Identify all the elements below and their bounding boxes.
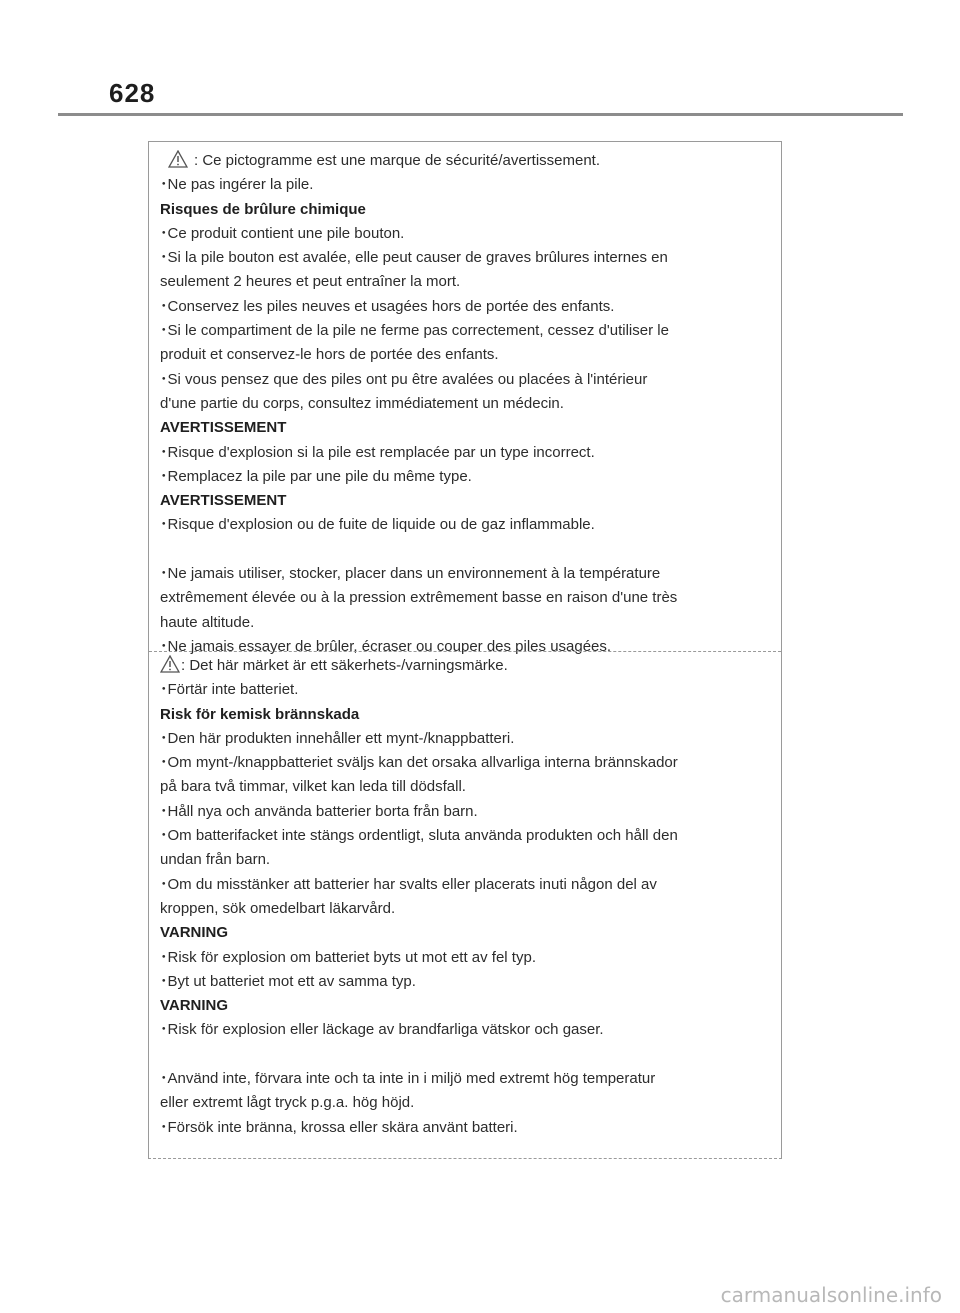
french-text-line: ･Si la pile bouton est avalée, elle peut causer de graves brûlures internes en — [160, 249, 668, 267]
swedish-section — [160, 654, 770, 1140]
swedish-text-line: ･Om mynt-/knappbatteriet sväljs kan det orsaka allvarliga interna brännskador — [160, 754, 678, 772]
swedish-text-line: ･Risk för explosion om batteriet byts ut mot ett av fel typ. — [160, 948, 536, 966]
swedish-heading: VARNING — [160, 997, 229, 1015]
french-text-line: d'une partie du corps, consultez immédiatement un médecin. — [160, 394, 564, 412]
swedish-text-line: ･Byt ut batteriet mot ett av samma typ. — [160, 972, 416, 990]
french-text-line: ･Risque d'explosion ou de fuite de liquide ou de gaz inflammable. — [160, 516, 595, 534]
french-section — [160, 149, 770, 659]
header-rule — [58, 113, 903, 116]
page-number: 628 — [109, 78, 156, 108]
swedish-text-line: ･Försök inte bränna, krossa eller skära använt batteri. — [160, 1118, 518, 1136]
swedish-text-line: ･Använd inte, förvara inte och ta inte in i miljö med extremt hög temperatur — [160, 1070, 656, 1088]
swedish-heading: VARNING — [160, 924, 229, 942]
watermark: carmanualsonline.info — [720, 1283, 942, 1307]
swedish-text-line: ･Den här produkten innehåller ett mynt-/knappbatteri. — [160, 729, 515, 747]
french-text-line: extrêmement élevée ou à la pression extrêmement basse en raison d'une très — [160, 589, 678, 607]
swedish-text-line: ･Förtär inte batteriet. — [160, 681, 299, 699]
french-text-line: ･Ce produit contient une pile bouton. — [160, 224, 405, 242]
french-text-line: ･Remplacez la pile par une pile du même type. — [160, 467, 472, 485]
french-text-line: seulement 2 heures et peut entraîner la mort. — [160, 273, 461, 291]
french-text-line: haute altitude. — [160, 613, 255, 631]
swedish-text-line: ･Risk för explosion eller läckage av brandfarliga vätskor och gaser. — [160, 1021, 604, 1039]
french-lines — [160, 173, 770, 659]
swedish-heading: Risk för kemisk brännskada — [160, 705, 360, 723]
swedish-text-line: ･Om du misstänker att batterier har svalts eller placerats inuti någon del av — [160, 875, 657, 893]
swedish-intro-line — [160, 654, 770, 678]
section-divider — [149, 651, 781, 652]
french-intro-text: : Ce pictogramme est une marque de sécurité/avertissement. — [194, 152, 601, 169]
swedish-text-line: ･Om batterifacket inte stängs ordentligt, sluta använda produkten och håll den — [160, 827, 678, 845]
swedish-text-line: eller extremt lågt tryck p.g.a. hög höjd. — [160, 1094, 415, 1112]
swedish-intro-text: : Det här märket är ett säkerhets-/varningsmärke. — [181, 657, 508, 674]
french-heading: Risques de brûlure chimique — [160, 200, 366, 218]
swedish-text-line: ･Håll nya och använda batterier borta från barn. — [160, 802, 478, 820]
french-heading: AVERTISSEMENT — [160, 492, 287, 510]
swedish-lines — [160, 678, 770, 1140]
french-intro-line — [160, 149, 770, 173]
swedish-text-line: kroppen, sök omedelbart läkarvård. — [160, 899, 396, 917]
french-text-line: ･Ne jamais essayer de brûler, écraser ou couper des piles usagées. — [160, 637, 612, 655]
swedish-text-line: på bara två timmar, vilket kan leda till dödsfall. — [160, 778, 466, 796]
french-text-line: ･Risque d'explosion si la pile est remplacée par un type incorrect. — [160, 443, 595, 461]
french-text-line: ･Ne jamais utiliser, stocker, placer dans un environnement à la température — [160, 565, 661, 583]
french-text-line: produit et conservez-le hors de portée des enfants. — [160, 346, 499, 364]
swedish-spacer — [160, 1043, 770, 1067]
swedish-text-line: undan från barn. — [160, 851, 271, 869]
french-text-line: ･Conservez les piles neuves et usagées hors de portée des enfants. — [160, 297, 615, 315]
french-text-line: ･Ne pas ingérer la pile. — [160, 176, 314, 194]
battery-notice-box — [148, 141, 782, 1159]
french-heading: AVERTISSEMENT — [160, 419, 287, 437]
french-text-line: ･Si le compartiment de la pile ne ferme pas correctement, cessez d'utiliser le — [160, 322, 669, 340]
french-spacer — [160, 538, 770, 562]
french-text-line: ･Si vous pensez que des piles ont pu être avalées ou placées à l'intérieur — [160, 370, 648, 388]
